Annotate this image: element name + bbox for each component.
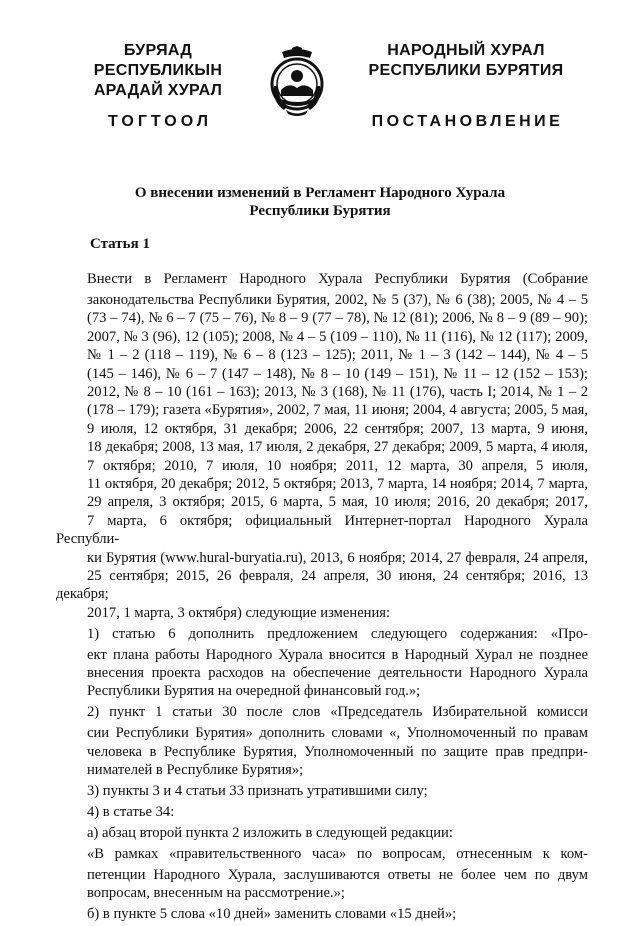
header-right-line2: РЕСПУБЛИКИ БУРЯТИЯ bbox=[368, 62, 564, 79]
header-left-line1: БУРЯАД РЕСПУБЛИКЫН bbox=[93, 42, 223, 79]
text-line: а) абзац второй пункта 2 изложить в следующей редакции: bbox=[87, 824, 453, 841]
paragraph-item-4 bbox=[56, 803, 588, 821]
text-line: петенции Народного Хурала, заслушиваются ответы не более чем по двум bbox=[87, 866, 588, 883]
text-line: сии Республики Бурятия» дополнить словами «, Уполномоченный по правам bbox=[87, 725, 588, 742]
header-right-line1: НАРОДНЫЙ ХУРАЛ bbox=[387, 42, 545, 59]
paragraph-item-4b bbox=[56, 905, 588, 923]
document-body bbox=[56, 270, 588, 926]
title-line1: О внесении изменений в Регламент Народного Хурала bbox=[134, 185, 506, 201]
text-line: (73 – 74), № 6 – 7 (75 – 76), № 8 – 9 (77 – 78), № 12 (81); 2006, № 8 – 9 (89 – 90); bbox=[87, 310, 588, 327]
text-line: 2) пункт 1 статьи 30 после слов «Председатель Избирательной комисси bbox=[87, 704, 588, 721]
text-line: вопросам, внесенным на рассмотрение.»; bbox=[87, 885, 345, 901]
text-line: 9 июля, 12 октября, 31 декабря; 2006, 22 сентября; 2007, 13 марта, 9 июня, bbox=[87, 420, 588, 437]
paragraph-quote-cont bbox=[56, 866, 588, 903]
text-line: ект плана работы Народного Хурала вносится в Народный Хурал не позднее bbox=[87, 646, 588, 663]
act-type-russian: ПОСТАНОВЛЕНИЕ bbox=[371, 113, 564, 130]
text-line: (178 – 179); газета «Бурятия», 2002, 7 мая, 11 июня; 2004, 4 августа; 2005, 5 мая, bbox=[87, 402, 588, 419]
header-left bbox=[58, 41, 258, 101]
title-line2: Республики Бурятия bbox=[249, 203, 391, 219]
text-line: Внести в Регламент Народного Хурала Республики Бурятия (Собрание bbox=[87, 271, 588, 287]
text-line: ки Бурятия (www.hural-buryatia.ru), 2013, 6 ноября; 2014, 27 февраля, 24 апреля, bbox=[87, 549, 588, 566]
text-line: б) в пункте 5 слова «10 дней» заменить словами «15 дней»; bbox=[87, 905, 457, 922]
text-line: 11 октября, 20 декабря; 2012, 5 октября; 2013, 7 марта, 14 ноября; 2014, 7 марта, bbox=[87, 475, 588, 492]
text-line: 2007, № 3 (96), 12 (105); 2008, № 4 – 5 (109 – 110), № 11 (116), № 12 (117); 2009, bbox=[87, 328, 588, 345]
text-line: 3) пункты 3 и 4 статьи 33 признать утратившими силу; bbox=[87, 782, 428, 799]
text-line: 1) статью 6 дополнить предложением следующего содержания: «Про- bbox=[87, 625, 588, 642]
paragraph-intro bbox=[56, 270, 588, 288]
text-line: 4) в статье 34: bbox=[87, 803, 175, 820]
article-heading: Статья 1 bbox=[90, 236, 150, 252]
text-line: 7 марта, 6 октября; официальный Интернет-портал Народного Хурала Республи- bbox=[56, 512, 588, 548]
text-line: № 1 – 2 (118 – 119), № 6 – 8 (123 – 125); 2011, № 1 – 3 (142 – 144), № 4 – 5 bbox=[87, 347, 588, 364]
text-line: внесения проекта расходов на обеспечение деятельности Народного Хурала bbox=[87, 665, 588, 682]
text-line: 7 октября; 2010, 7 июля, 10 ноября; 2011, 12 марта, 30 апреля, 5 июля, bbox=[87, 457, 588, 474]
paragraph-item-1 bbox=[56, 625, 588, 643]
text-line: «В рамках «правительственного часа» по вопросам, отнесенным к ком- bbox=[87, 845, 588, 862]
text-line: человека в Республике Бурятия, Уполномоченный по защите прав предпри- bbox=[87, 743, 588, 760]
text-line: Республики Бурятия на очередной финансовый год.»; bbox=[87, 683, 421, 700]
text-line: законодательства Республики Бурятия, 2002, № 5 (37), № 6 (38); 2005, № 4 – 5 bbox=[87, 291, 588, 308]
paragraph-item-3 bbox=[56, 782, 588, 800]
header-right bbox=[366, 41, 566, 81]
text-line: 2012, № 8 – 10 (161 – 163); 2013, № 3 (168), № 11 (176), часть I; 2014, № 1 – 2 bbox=[87, 383, 588, 400]
text-line: (145 – 146), № 6 – 7 (147 – 148), № 8 – 10 (149 – 151), № 11 – 12 (152 – 153); bbox=[87, 365, 588, 382]
act-type-buryat: ТОГТООЛ bbox=[108, 113, 212, 130]
text-line: 2017, 1 марта, 3 октября) следующие изменения: bbox=[87, 604, 391, 621]
paragraph-item-4a bbox=[56, 824, 588, 842]
paragraph-quote bbox=[56, 845, 588, 863]
header-left-line2: АРАДАЙ ХУРАЛ bbox=[93, 82, 223, 99]
text-line: 18 декабря; 2008, 13 мая, 17 июля, 2 декабря, 27 декабря; 2009, 5 марта, 4 июля, bbox=[87, 439, 588, 456]
paragraph-intro-cont bbox=[56, 291, 588, 622]
paragraph-item-2 bbox=[56, 703, 588, 721]
document-title bbox=[120, 184, 520, 220]
coat-of-arms-icon bbox=[268, 46, 326, 118]
paragraph-item-1-cont bbox=[56, 646, 588, 701]
text-line: 25 сентября; 2015, 26 февраля, 24 апреля, 30 июня, 24 сентября; 2016, 13 декабря; bbox=[56, 568, 588, 603]
text-line: нимателей в Республике Бурятия»; bbox=[87, 762, 304, 779]
paragraph-item-2-cont bbox=[56, 724, 588, 779]
text-line: 29 апреля, 3 октября; 2015, 6 марта, 5 мая, 10 июля; 2016, 20 декабря; 2017, bbox=[87, 494, 588, 511]
